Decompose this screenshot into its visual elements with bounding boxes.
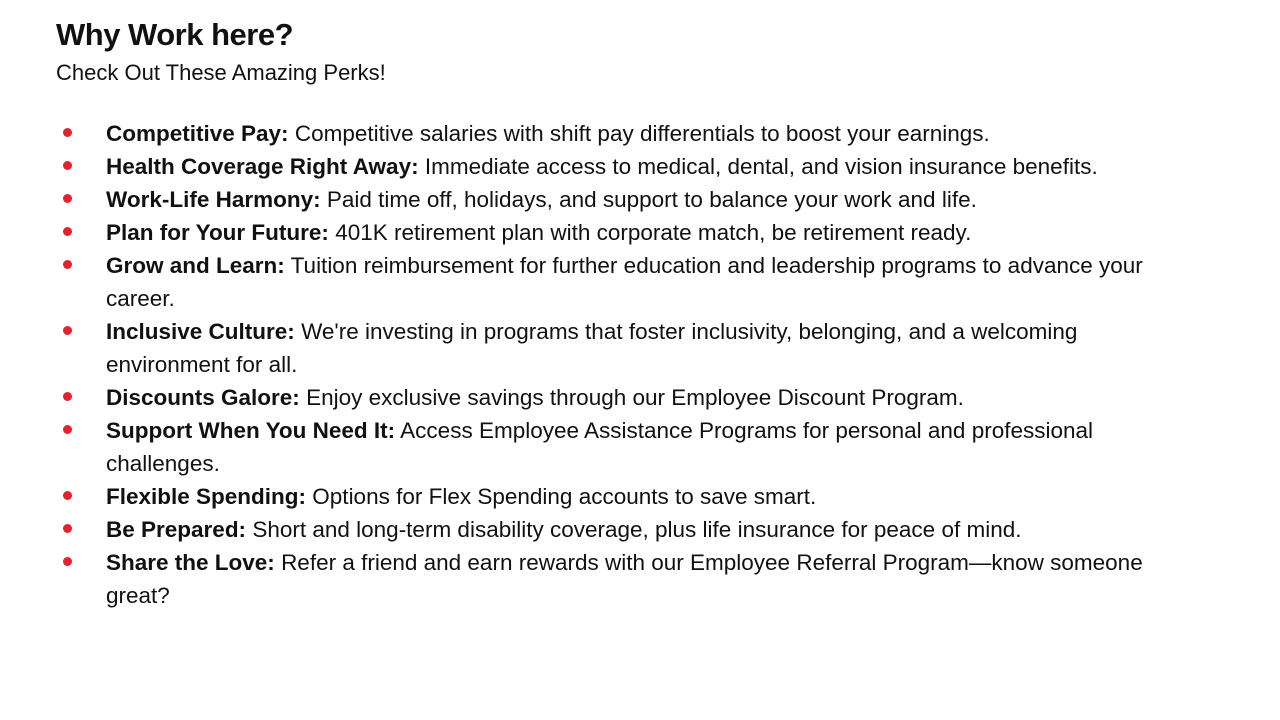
bullet-icon bbox=[63, 491, 72, 500]
perk-name: Competitive Pay: bbox=[106, 121, 289, 146]
perk-list bbox=[56, 117, 1236, 612]
perk-description: Immediate access to medical, dental, and vision insurance benefits. bbox=[424, 154, 1098, 179]
page-subtitle: Check Out These Amazing Perks! bbox=[56, 60, 386, 85]
perk-item-support bbox=[56, 414, 1186, 480]
perk-name: Support When You Need It: bbox=[106, 418, 396, 443]
perk-description: Enjoy exclusive savings through our Employee Discount Program. bbox=[306, 385, 964, 410]
bullet-icon bbox=[63, 425, 72, 434]
perk-description: Access Employee Assistance Programs for personal and professional challenges. bbox=[106, 418, 1094, 476]
bullet-icon bbox=[63, 524, 72, 533]
perk-item-competitive-pay bbox=[56, 117, 1186, 150]
perk-name: Grow and Learn: bbox=[106, 253, 285, 278]
perk-description: We're investing in programs that foster inclusivity, belonging, and a welcoming environment for all. bbox=[106, 319, 1078, 377]
perk-item-discounts bbox=[56, 381, 1186, 414]
perk-description: Refer a friend and earn rewards with our Employee Referral Program—know someone great? bbox=[106, 550, 1143, 608]
perk-description: Tuition reimbursement for further education and leadership programs to advance your career. bbox=[106, 253, 1143, 311]
perk-item-work-life-harmony bbox=[56, 183, 1186, 216]
perk-description: Paid time off, holidays, and support to balance your work and life. bbox=[326, 187, 977, 212]
page-title: Why Work here? bbox=[56, 17, 294, 52]
bullet-icon bbox=[63, 128, 72, 137]
perk-name: Inclusive Culture: bbox=[106, 319, 295, 344]
perk-name: Health Coverage Right Away: bbox=[106, 154, 419, 179]
perk-item-inclusive-culture bbox=[56, 315, 1186, 381]
perk-description: Short and long-term disability coverage, plus life insurance for peace of mind. bbox=[252, 517, 1022, 542]
perk-name: Work-Life Harmony: bbox=[106, 187, 321, 212]
perk-item-grow-learn bbox=[56, 249, 1186, 315]
perk-name: Flexible Spending: bbox=[106, 484, 307, 509]
perk-name: Plan for Your Future: bbox=[106, 220, 329, 245]
perk-name: Discounts Galore: bbox=[106, 385, 300, 410]
perk-item-share-love bbox=[56, 546, 1186, 612]
perk-item-health-coverage bbox=[56, 150, 1186, 183]
bullet-icon bbox=[63, 326, 72, 335]
bullet-icon bbox=[63, 161, 72, 170]
perk-item-flexible-spending bbox=[56, 480, 1186, 513]
bullet-icon bbox=[63, 227, 72, 236]
perks-page bbox=[56, 16, 1236, 612]
bullet-icon bbox=[63, 392, 72, 401]
perk-item-be-prepared bbox=[56, 513, 1186, 546]
perk-description: Competitive salaries with shift pay differentials to boost your earnings. bbox=[294, 121, 990, 146]
bullet-icon bbox=[63, 194, 72, 203]
bullet-icon bbox=[63, 557, 72, 566]
perk-name: Be Prepared: bbox=[106, 517, 247, 542]
perk-description: 401K retirement plan with corporate match, be retirement ready. bbox=[335, 220, 972, 245]
perk-name: Share the Love: bbox=[106, 550, 275, 575]
perk-item-plan-future bbox=[56, 216, 1186, 249]
perk-description: Options for Flex Spending accounts to save smart. bbox=[312, 484, 817, 509]
bullet-icon bbox=[63, 260, 72, 269]
